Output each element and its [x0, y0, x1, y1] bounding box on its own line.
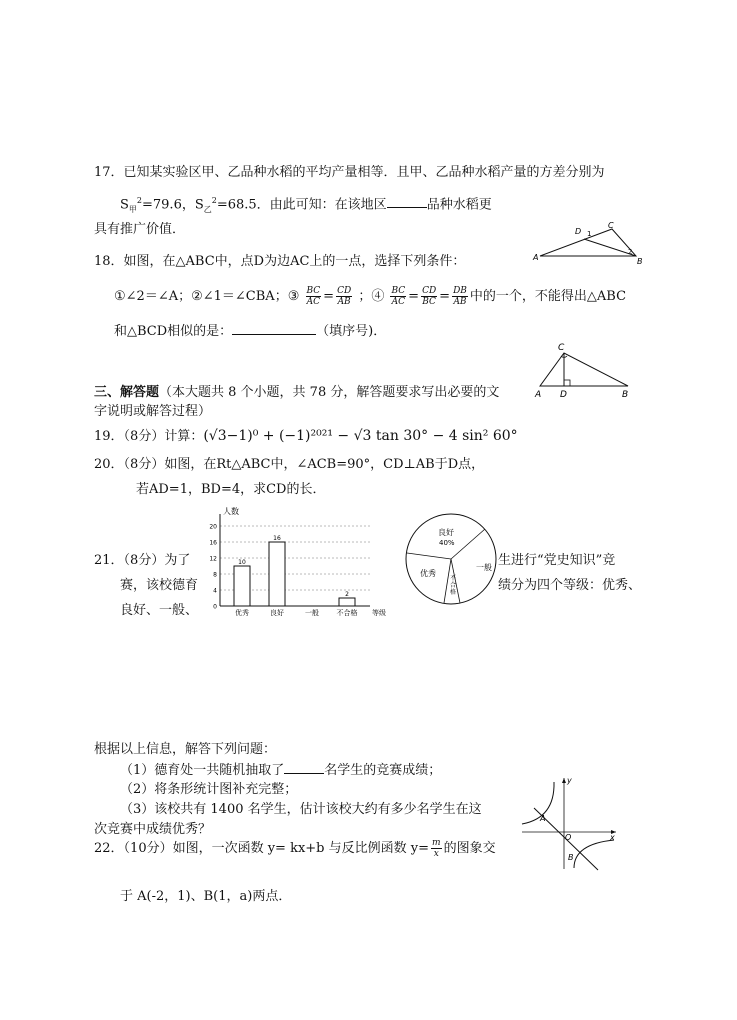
bar-data-label: 10: [238, 559, 246, 566]
label-d: D: [560, 390, 567, 400]
label-c: C: [558, 343, 565, 353]
figure-right-triangle: [532, 340, 638, 402]
q18-line1: 18．如图，在△ABC中，点D为边AC上的一点，选择下列条件：: [94, 254, 466, 269]
chart-category-label: 不合格: [336, 609, 358, 617]
label-b: B: [637, 257, 643, 266]
q21-line1a: 21．（8分）为了: [94, 553, 191, 568]
q22-line2: 于 A(-2，1)、B(1，a)两点．: [120, 889, 292, 904]
bar-data-label: 2: [345, 591, 349, 598]
label-c: C: [608, 222, 614, 230]
q21-part3b: 次竞赛中成绩优秀？: [94, 822, 212, 837]
pie-chart: [402, 510, 500, 608]
chart-category-label: 良好: [270, 609, 284, 617]
q21-intro: 根据以上信息，解答下列问题：: [94, 742, 277, 757]
q18-line2: ①∠2＝∠A；②∠1＝∠CBA；③ $\frac{BC}{AC}$ = $\frac{CD}{AB}$ ；④ $\frac{BC}{AC}$ = $\frac{CD}{BC}$ = $\frac{DB}{AB}$ 中的一个，不能得出△ABC: [114, 286, 627, 307]
chart-ytick-label: 20: [209, 523, 217, 531]
label-angle-1: 1: [587, 230, 592, 238]
label-angle-2: 2: [628, 248, 633, 256]
chart-category-label: 一般: [305, 609, 319, 617]
bar-0: [234, 566, 250, 606]
q22-line1: 22．（10分）如图，一次函数 y= kx+b 与反比例函数 y= $\frac{m}{x}$ 的图象交: [94, 838, 496, 859]
q17-line2: $S_甲^2=79.6$，$S_乙^2=68.5$．由此可知：在该地区 品种水稻更: [120, 196, 492, 214]
bar-data-label: 16: [273, 535, 281, 542]
chart-ytick-label: 0: [213, 603, 217, 611]
q17-answer-blank[interactable]: [387, 195, 427, 208]
section3-line1: 三、解答题（本大题共 8 个小题，共 78 分，解答题要求写出必要的文: [94, 385, 500, 400]
label-a: A: [533, 253, 539, 262]
q17-line1: 17．已知某实验区甲、乙品种水稻的平均产量相等．且甲、乙品种水稻产量的方差分别为: [94, 165, 605, 180]
label-o: O: [565, 833, 572, 842]
pie-label-excellent: 优秀: [420, 569, 436, 578]
label-b: B: [568, 853, 574, 862]
q19-expression: (√3−1)⁰ + (−1)²⁰²¹ − √3 tan 30° − 4 sin² 60°: [203, 428, 518, 444]
q18-line3: 和△BCD相似的是： （填序号)．: [114, 324, 387, 339]
label-a: A: [535, 390, 542, 400]
q21-part1: （1）德育处一共随机抽取了 名学生的竞赛成绩；: [120, 763, 442, 778]
pie-label-good-pct: 40%: [439, 539, 455, 547]
q18-answer-blank[interactable]: [232, 322, 316, 335]
chart-ytick-label: 16: [209, 539, 217, 547]
label-b: B: [622, 390, 629, 400]
label-y: y: [567, 776, 572, 785]
chart-ylabel: 人数: [223, 507, 239, 516]
pie-label-fail: 不合格: [450, 575, 457, 596]
label-d: D: [575, 227, 582, 236]
pie-label-fair: 一般: [476, 563, 492, 572]
section3-line2: 字说明或解答过程）: [94, 404, 212, 419]
q21-line2a: 赛，该校德育: [120, 578, 199, 593]
chart-xlabel: 等级: [372, 609, 386, 617]
bar-1: [269, 542, 285, 606]
q21-answer-blank[interactable]: [284, 761, 324, 774]
bar-3: [339, 598, 355, 606]
figure-function-graph: [518, 774, 620, 872]
label-x: x: [610, 833, 615, 842]
q20-line2: 若AD=1，BD=4，求CD的长．: [136, 482, 326, 497]
q21-line3a: 良好、一般、: [120, 603, 199, 618]
chart-ytick-label: 8: [213, 571, 217, 579]
q20-line1: 20．（8分）如图，在Rt△ABC中，∠ACB=90°，CD⊥AB于D点，: [94, 457, 485, 472]
bar-chart: [200, 506, 396, 620]
figure-triangle-abc: [530, 222, 648, 266]
q17-line3: 具有推广价值．: [94, 222, 186, 237]
q21-part3: （3）该校共有 1400 名学生，估计该校大约有多少名学生在这: [120, 802, 482, 817]
chart-ytick-label: 4: [213, 587, 217, 595]
pie-label-good: 良好: [438, 528, 454, 537]
chart-category-label: 优秀: [235, 609, 249, 617]
label-a: A: [540, 814, 546, 823]
chart-ytick-label: 12: [209, 555, 217, 563]
q21-line2b: 绩分为四个等级：优秀、: [498, 578, 642, 593]
q21-part2: （2）将条形统计图补充完整；: [120, 782, 298, 797]
q21-line1b: 生进行“党史知识”竞: [498, 553, 616, 568]
q19: 19．（8分）计算：(√3−1)⁰ + (−1)²⁰²¹ − √3 tan 30° − 4 sin² 60°: [94, 428, 518, 444]
